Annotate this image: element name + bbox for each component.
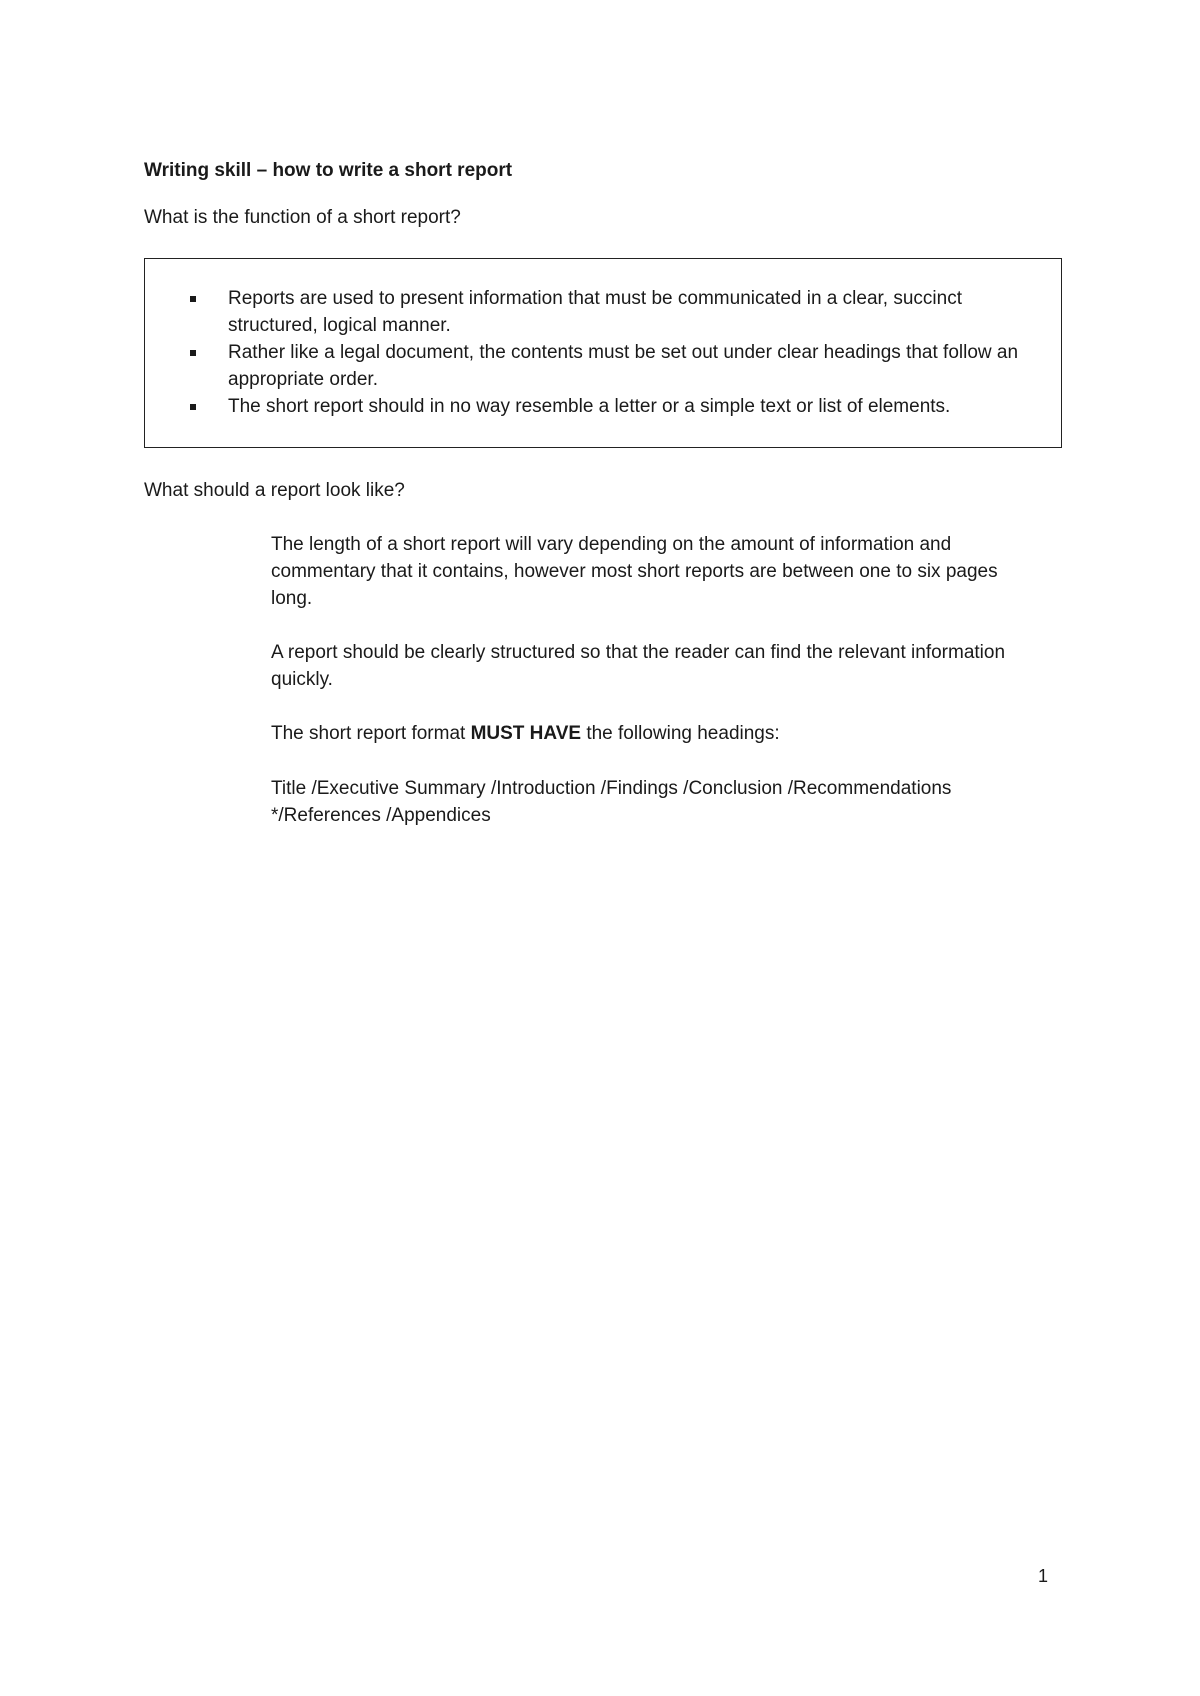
square-bullet-icon [190, 350, 196, 356]
paragraph-format [271, 720, 1041, 747]
bullet-text: Rather like a legal document, the contents must be set out under clear headings that follow an appropriate order. [228, 342, 1019, 390]
bullet-text: Reports are used to present information that must be communicated in a clear, succinct structured, logical manner. [228, 288, 962, 336]
format-text-before: The short report format [271, 723, 471, 744]
paragraph-length: The length of a short report will vary depending on the amount of information and commentary that it contains, however most short reports are between one to six pages long. [271, 534, 998, 609]
square-bullet-icon [190, 296, 196, 302]
list-item [189, 285, 1029, 339]
bullet-list [189, 285, 1029, 420]
paragraph-structure: A report should be clearly structured so that the reader can find the relevant information quickly. [271, 642, 1006, 690]
list-item [189, 393, 1029, 420]
question-function: What is the function of a short report? [144, 207, 461, 228]
format-text-bold: MUST HAVE [470, 723, 582, 744]
headings-line: Title /Executive Summary /Introduction /Findings /Conclusion /Recommendations */References /Appendices [271, 778, 952, 826]
square-bullet-icon [190, 404, 196, 410]
format-text-after: the following headings: [581, 723, 780, 744]
list-item [189, 339, 1029, 393]
bullet-text: The short report should in no way resemble a letter or a simple text or list of elements. [228, 396, 951, 417]
document-title: Writing skill – how to write a short report [144, 160, 513, 181]
bullet-box [144, 258, 1062, 448]
question-appearance: What should a report look like? [144, 480, 405, 501]
page-number: 1 [1038, 1566, 1049, 1586]
